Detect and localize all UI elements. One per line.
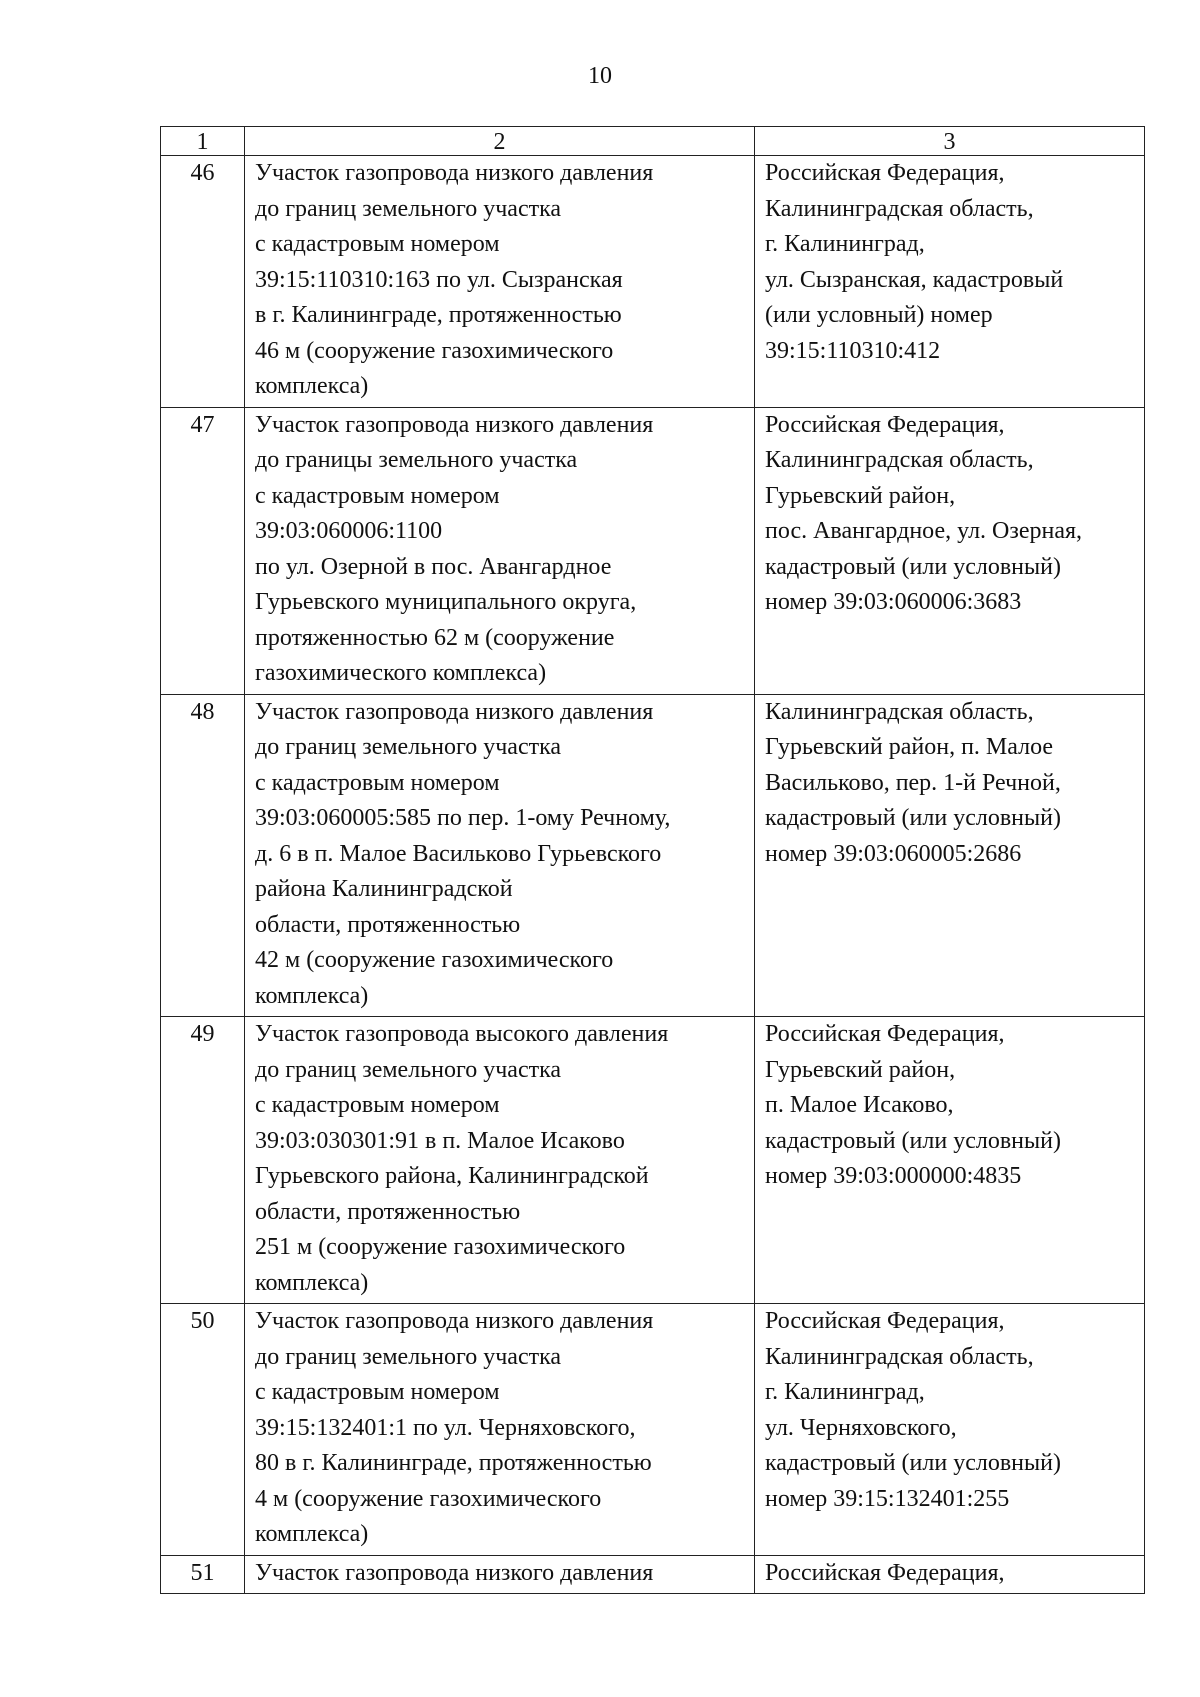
column-header-number: 1 <box>161 127 245 156</box>
owner-address-cell <box>755 694 1145 1017</box>
owner-address-cell <box>755 1017 1145 1304</box>
table-header-row <box>161 127 1145 156</box>
object-description-line: протяженностью 62 м (сооружение <box>255 624 615 651</box>
owner-address-line: номер 39:15:132401:255 <box>765 1485 1010 1512</box>
object-description-cell <box>245 1555 755 1594</box>
object-description-line: 80 в г. Калининграде, протяженностью <box>255 1450 652 1476</box>
object-description-line: 39:15:132401:1 по ул. Черняховского, <box>255 1414 636 1441</box>
object-description-line: с кадастровым номером <box>255 1092 500 1118</box>
owner-address-line: п. Малое Исаково, <box>765 1092 954 1118</box>
object-description-line: с кадастровым номером <box>255 231 500 257</box>
object-description-line: комплекса) <box>255 1269 369 1296</box>
owner-address-cell <box>755 407 1145 694</box>
object-description-line: 46 м (сооружение газохимического <box>255 337 614 364</box>
owner-address-cell <box>755 156 1145 408</box>
row-number: 51 <box>161 1555 245 1594</box>
table-row <box>161 1304 1145 1556</box>
table-row <box>161 1555 1145 1594</box>
table-row <box>161 694 1145 1017</box>
owner-address-line: Калининградская область, <box>765 698 1034 725</box>
object-description-line: 39:03:060005:585 по пер. 1-ому Речному, <box>255 805 671 831</box>
owner-address-line: Российская Федерация, <box>765 1308 1005 1334</box>
object-description-line: до границ земельного участка <box>255 1056 562 1083</box>
object-description-line: Гурьевского района, Калининградской <box>255 1163 649 1189</box>
owner-address-line: Гурьевский район, п. Малое <box>765 734 1054 760</box>
owner-address-line: Российская Федерация, <box>765 1559 1005 1586</box>
owner-address-cell <box>755 1555 1145 1594</box>
object-description-line: 251 м (сооружение газохимического <box>255 1234 626 1260</box>
object-description-cell <box>245 694 755 1017</box>
row-number: 49 <box>161 1017 245 1304</box>
object-description-line: района Калининградской <box>255 876 513 902</box>
object-description-line: области, протяженностью <box>255 1198 521 1225</box>
object-description-line: в г. Калининграде, протяженностью <box>255 302 622 328</box>
row-number: 48 <box>161 694 245 1017</box>
objects-table <box>160 126 1145 1594</box>
owner-address-line: ул. Черняховского, <box>765 1414 957 1441</box>
object-description-line: комплекса) <box>255 1521 369 1547</box>
owner-address-line: номер 39:03:000000:4835 <box>765 1163 1022 1189</box>
owner-address-line: Гурьевский район, <box>765 482 956 509</box>
owner-address-line: Калининградская область, <box>765 195 1034 222</box>
table-row <box>161 407 1145 694</box>
row-number: 50 <box>161 1304 245 1556</box>
owner-address-line: номер 39:03:060005:2686 <box>765 840 1022 867</box>
object-description-line: Участок газопровода низкого давления <box>255 411 654 438</box>
row-number: 46 <box>161 156 245 408</box>
object-description-line: д. 6 в п. Малое Васильково Гурьевского <box>255 840 662 867</box>
object-description-line: 39:03:030301:91 в п. Малое Исаково <box>255 1127 625 1154</box>
owner-address-line: кадастровый (или условный) <box>765 1127 1061 1154</box>
object-description-cell <box>245 156 755 408</box>
object-description-line: 42 м (сооружение газохимического <box>255 947 614 973</box>
owner-address-line: Российская Федерация, <box>765 160 1005 186</box>
owner-address-line: пос. Авангардное, ул. Озерная, <box>765 518 1083 544</box>
object-description-cell <box>245 1017 755 1304</box>
object-description-line: 4 м (сооружение газохимического <box>255 1485 602 1512</box>
owner-address-line: (или условный) номер <box>765 302 993 328</box>
column-header-owner: 3 <box>755 127 1145 156</box>
object-description-line: до границы земельного участка <box>255 447 578 473</box>
object-description-cell <box>245 1304 755 1556</box>
object-description-line: до границ земельного участка <box>255 195 562 222</box>
owner-address-line: Калининградская область, <box>765 447 1034 473</box>
owner-address-line: Гурьевский район, <box>765 1056 956 1083</box>
object-description-line: комплекса) <box>255 373 369 399</box>
object-description-line: 39:03:060006:1100 <box>255 518 443 544</box>
owner-address-line: г. Калининград, <box>765 231 925 257</box>
object-description-line: до границ земельного участка <box>255 1343 562 1370</box>
owner-address-line: 39:15:110310:412 <box>765 337 941 364</box>
object-description-line: с кадастровым номером <box>255 769 500 796</box>
column-header-description: 2 <box>245 127 755 156</box>
owner-address-line: ул. Сызранская, кадастровый <box>765 266 1064 293</box>
owner-address-line: Российская Федерация, <box>765 411 1005 438</box>
object-description-line: Участок газопровода низкого давления <box>255 698 654 725</box>
object-description-line: с кадастровым номером <box>255 482 500 509</box>
object-description-line: газохимического комплекса) <box>255 660 547 686</box>
owner-address-line: кадастровый (или условный) <box>765 805 1061 831</box>
owner-address-line: Российская Федерация, <box>765 1021 1005 1047</box>
object-description-line: Участок газопровода низкого давления <box>255 160 654 186</box>
object-description-line: 39:15:110310:163 по ул. Сызранская <box>255 266 623 293</box>
object-description-line: области, протяженностью <box>255 911 521 938</box>
object-description-line: Участок газопровода низкого давления <box>255 1559 654 1586</box>
table-row <box>161 1017 1145 1304</box>
object-description-line: Участок газопровода низкого давления <box>255 1308 654 1334</box>
owner-address-line: кадастровый (или условный) <box>765 553 1061 580</box>
table-body <box>161 156 1145 1594</box>
owner-address-line: кадастровый (или условный) <box>765 1450 1061 1476</box>
object-description-line: комплекса) <box>255 982 369 1009</box>
owner-address-line: номер 39:03:060006:3683 <box>765 589 1022 615</box>
object-description-line: до границ земельного участка <box>255 734 562 760</box>
object-description-line: по ул. Озерной в пос. Авангардное <box>255 553 612 580</box>
object-description-cell <box>245 407 755 694</box>
table-row <box>161 156 1145 408</box>
owner-address-line: Калининградская область, <box>765 1343 1034 1370</box>
object-description-line: Гурьевского муниципального округа, <box>255 589 637 615</box>
row-number: 47 <box>161 407 245 694</box>
owner-address-cell <box>755 1304 1145 1556</box>
object-description-line: Участок газопровода высокого давления <box>255 1021 669 1047</box>
owner-address-line: Васильково, пер. 1-й Речной, <box>765 769 1061 796</box>
page-number: 10 <box>588 63 612 89</box>
object-description-line: с кадастровым номером <box>255 1379 500 1405</box>
owner-address-line: г. Калининград, <box>765 1379 925 1405</box>
